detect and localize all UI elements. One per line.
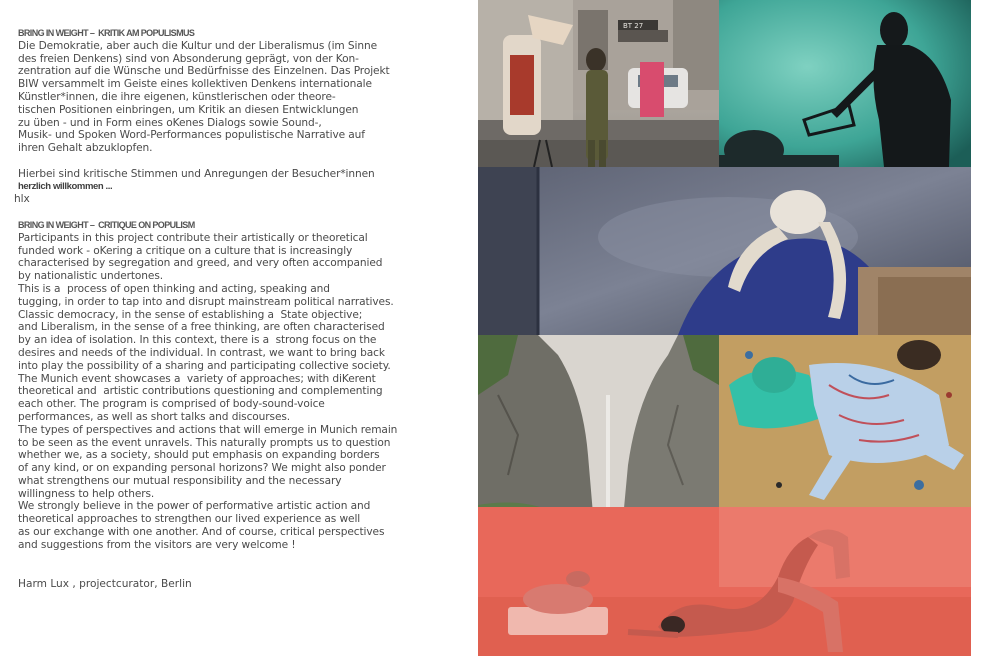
english-line: funded work - oKering a critique on a culture that is increasingly — [18, 244, 353, 257]
english-line: what strengthens our mutual responsibility and the necessary — [18, 474, 342, 487]
text-column — [14, 27, 468, 590]
english-line: The Munich event showcases a variety of approaches; with diKerent — [18, 372, 376, 385]
german-line: Künstler*innen, die ihre eigenen, künstlerischen oder theore- — [18, 90, 336, 103]
photo-painted-bodies — [719, 335, 971, 507]
photo-silhouette — [719, 0, 971, 167]
english-line: theoretical approaches to strengthen our lived experience as well — [18, 513, 361, 526]
german-paragraph — [18, 40, 468, 155]
german-line: tischen Positionen einbringen, um Kritik an diesen Entwicklungen — [18, 103, 359, 116]
english-line: We strongly believe in the power of performative artistic action and — [18, 500, 371, 513]
english-paragraph — [18, 232, 468, 552]
photo-crawling-performer — [478, 167, 971, 335]
english-line: into play the possibility of a sharing and participating collective society. — [18, 359, 391, 372]
english-heading: BRING IN WEIGHT – CRITIQUE ON POPULISM — [18, 219, 195, 230]
english-line: Classic democracy, in the sense of establishing a State objective; — [18, 308, 363, 321]
german-welcome: herzlich willkommen ... — [18, 180, 113, 192]
german-line: zu üben - und in Form eines oKenes Dialogs sowie Sound-, — [18, 116, 322, 129]
english-line: each other. The program is comprised of body-sound-voice — [18, 398, 325, 411]
street-sign-text: BT 27 — [623, 22, 644, 30]
english-line: whether we, as a society, should put emphasis on expanding borders — [18, 449, 380, 462]
english-line: as our exchange with one another. And of course, critical perspectives — [18, 526, 385, 539]
german-line: ihren Gehalt abzuklopfen. — [18, 142, 153, 155]
german-closing-line: Hierbei sind kritische Stimmen und Anregungen der Besucher*innen — [18, 167, 375, 180]
english-line: characterised by segregation and greed, and very often accompanied — [18, 257, 383, 270]
german-line: zentration auf die Wünsche und Bedürfnisse des Einzelnen. Das Projekt — [18, 65, 390, 78]
photo-red-performers — [478, 507, 971, 656]
english-line: The types of perspectives and actions that will emerge in Munich remain — [18, 423, 398, 436]
english-line: by nationalistic undertones. — [18, 270, 164, 283]
german-line: BIW versammelt im Geiste eines kollektiven Denkens internationale — [18, 78, 372, 91]
english-line: willingness to help others. — [18, 487, 155, 500]
german-initials: hlx — [14, 193, 30, 206]
english-line: tugging, in order to tap into and disrupt mainstream political narratives. — [18, 295, 394, 308]
english-line: theoretical and artistic contributions questioning and complementing — [18, 385, 383, 398]
english-line: and suggestions from the visitors are very welcome ! — [18, 538, 296, 551]
english-line: by an idea of isolation. In this context, there is a strong focus on the — [18, 334, 377, 347]
german-line: Die Demokratie, aber auch die Kultur und der Liberalismus (im Sinne — [18, 39, 378, 52]
english-line: and Liberalism, in the sense of a free thinking, are often characterised — [18, 321, 385, 334]
english-line: to be seen as the event unravels. This naturally prompts us to question — [18, 436, 391, 449]
english-line: performances, as well as short talks and discourses. — [18, 410, 291, 423]
german-line: Musik- und Spoken Word-Performances populistische Narrative auf — [18, 129, 365, 142]
english-line: desires and needs of the individual. In contrast, we want to bring back — [18, 346, 385, 359]
photo-street-performance — [478, 0, 719, 167]
german-heading: BRING IN WEIGHT – KRITIK AM POPULISMUS — [18, 28, 195, 38]
german-line: des freien Denkens) sind von Absonderung geprägt, von der Kon- — [18, 52, 359, 65]
english-line: of any kind, or on expanding personal horizons? We might also ponder — [18, 462, 386, 475]
signature: Harm Lux , projectcurator, Berlin — [18, 577, 192, 590]
english-line: Participants in this project contribute their artistically or theoretical — [18, 231, 368, 244]
english-line: This is a process of open thinking and acting, speaking and — [18, 282, 330, 295]
